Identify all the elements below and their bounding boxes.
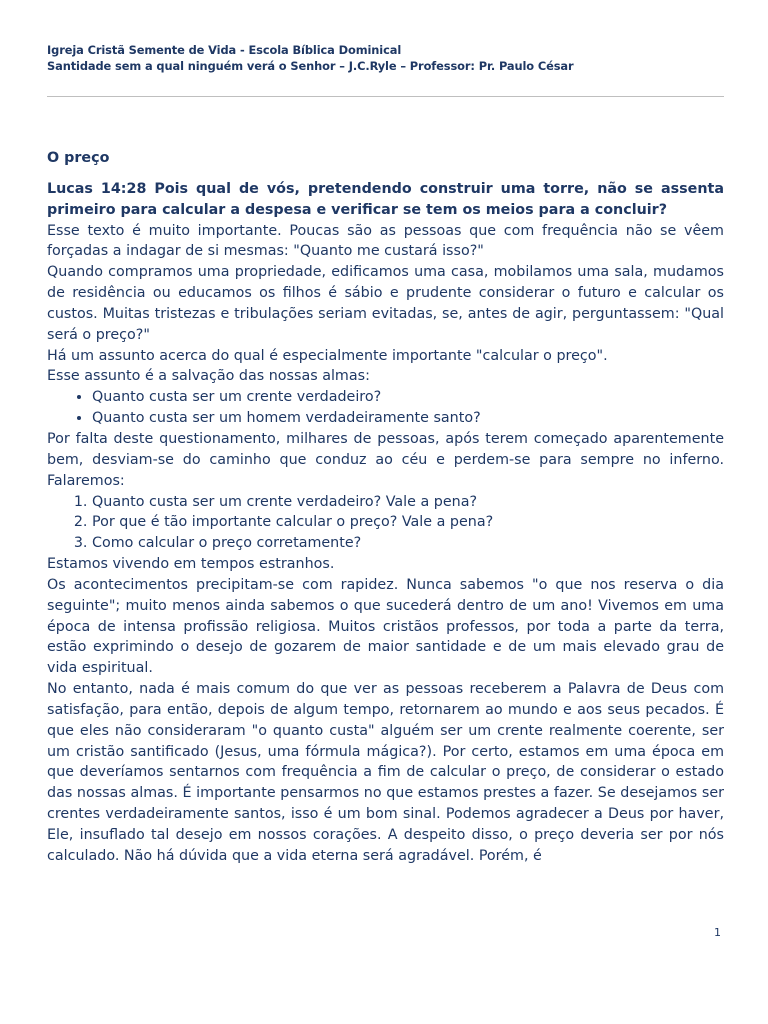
page-number: 1 <box>714 926 721 939</box>
paragraph: Estamos vivendo em tempos estranhos. <box>47 556 335 573</box>
paragraph: Esse assunto é a salvação das nossas almas: <box>47 368 370 385</box>
document-body <box>47 148 724 867</box>
page-header <box>47 42 727 74</box>
header-church-line: Igreja Cristã Semente de Vida - Escola Bíblica Dominical <box>47 43 402 57</box>
numbered-item: 2. Por que é tão importante calcular o preço? Vale a pena? <box>92 512 724 533</box>
paragraph: Por falta deste questionamento, milhares de pessoas, após terem começado aparentemente bem, desviam-se do caminho que conduz ao céu e perdem-se para sempre no inferno. Falaremos: <box>47 430 724 489</box>
paragraph: Quando compramos uma propriedade, edificamos uma casa, mobilamos uma sala, mudamos de residência ou educamos os filhos é sábio e prudente considerar o futuro e calcular os custos. Muitas tristezas e tribulações seriam evitadas, se, antes de agir, perguntassem: "Qual será o preço?" <box>47 264 724 343</box>
section-title: O preço <box>47 150 110 166</box>
numbered-item: 3. Como calcular o preço corretamente? <box>92 533 724 554</box>
bullet-item: • Quanto custa ser um homem verdadeiramente santo? <box>92 408 724 429</box>
paragraph: No entanto, nada é mais comum do que ver as pessoas receberem a Palavra de Deus com satisfação, para então, depois de algum tempo, retornarem ao mundo e aos seus pecados. É que eles não consideraram "o quanto custa" alguém ser um crente realmente coerente, ser um cristão santificado (Jesus, uma fórmula mágica?). Por certo, estamos em uma época em que deveríamos sentarnos com frequência a fim de calcular o preço, de considerar o estado das nossas almas. É importante pensarmos no que estamos prestes a fazer. Se desejamos ser crentes verdadeiramente santos, isso é um bom sinal. Podemos agradecer a Deus por haver, Ele, insuflado tal desejo em nossos corações. A despeito disso, o preço deveria ser por nós calculado. Não há dúvida que a vida eterna será agradável. Porém, é <box>47 681 724 864</box>
paragraph: Esse texto é muito importante. Poucas são as pessoas que com frequência não se vêem forçadas a indagar de si mesmas: "Quanto me custará isso?" <box>47 222 724 260</box>
header-subject-line: Santidade sem a qual ninguém verá o Senhor – J.C.Ryle – Professor: Pr. Paulo César <box>47 59 574 73</box>
header-divider <box>47 96 724 97</box>
bullet-item: • Quanto custa ser um crente verdadeiro? <box>92 387 724 408</box>
bullet-list <box>47 387 724 429</box>
numbered-item: 1. Quanto custa ser um crente verdadeiro? Vale a pena? <box>92 492 724 513</box>
bible-verse: Lucas 14:28 Pois qual de vós, pretendendo construir uma torre, não se assenta primeiro para calcular a despesa e verificar se tem os meios para a concluir? <box>47 180 724 218</box>
numbered-list <box>47 492 724 555</box>
paragraph: Os acontecimentos precipitam-se com rapidez. Nunca sabemos "o que nos reserva o dia seguinte"; muito menos ainda sabemos o que sucederá dentro de um ano! Vivemos em uma época de intensa profissão religiosa. Muitos cristãos professos, por toda a parte da terra, estão exprimindo o desejo de gozarem de maior santidade e de um mais elevado grau de vida espiritual. <box>47 576 724 677</box>
paragraph: Há um assunto acerca do qual é especialmente importante "calcular o preço". <box>47 347 608 364</box>
